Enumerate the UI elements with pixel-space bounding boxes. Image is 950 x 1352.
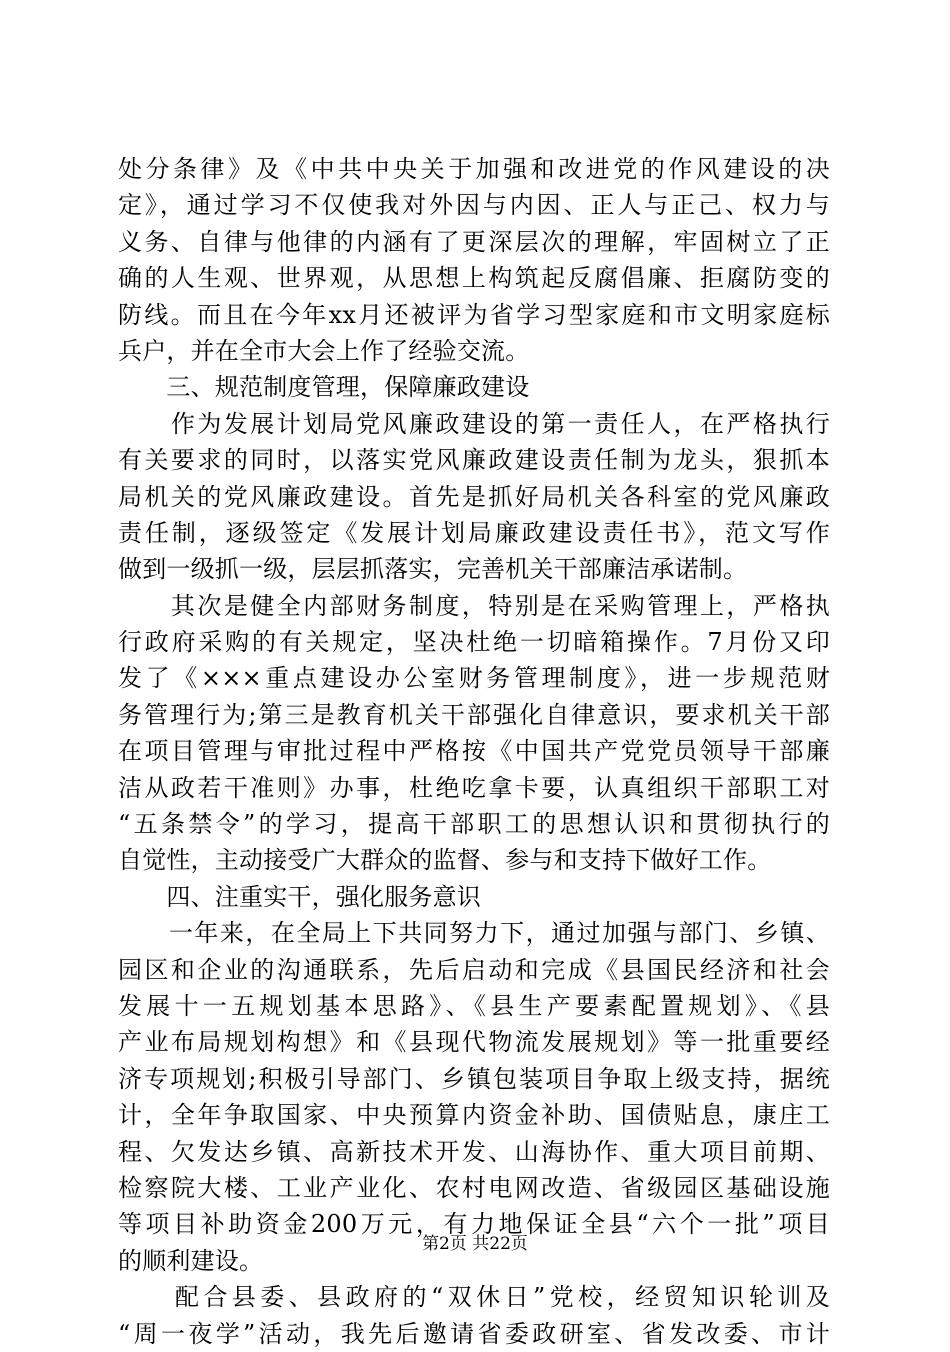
text-line: 发展十一五规划基本思路》、《县生产要素配置规划》、《县 (118, 991, 830, 1020)
text-line: 一年来，在全局上下共同努力下，通过加强与部门、乡镇、 (118, 919, 830, 948)
text-line: 的顺利建设。 (118, 1246, 264, 1275)
text-line: 配合县委、县政府的“双休日”党校，经贸知识轮训及 (118, 1283, 830, 1312)
text-line: “五条禁令”的学习，提高干部职工的思想认识和贯彻执行的 (118, 810, 830, 839)
text-line: 洁从政若干准则》办事，杜绝吃拿卡要，认真组织干部职工对 (118, 773, 830, 802)
text-line: 自觉性，主动接受广大群众的监督、参与和支持下做好工作。 (118, 846, 772, 875)
text-line: 有关要求的同时，以落实党风廉政建设责任制为龙头，狠抓本 (118, 446, 830, 475)
text-line: 三、规范制度管理，保障廉政建设 (118, 373, 530, 402)
text-line: 其次是健全内部财务制度，特别是在采购管理上，严格执 (118, 591, 830, 620)
text-line: 等项目补助资金200万元，有力地保证全县“六个一批”项目 (118, 1210, 830, 1239)
text-line: 做到一级抓一级，层层抓落实，完善机关干部廉洁承诺制。 (118, 555, 748, 584)
text-line: 务管理行为;第三是教育机关干部强化自律意识，要求机关干部 (118, 700, 830, 729)
text-line: 防线。而且在今年xx月还被评为省学习型家庭和市文明家庭标 (118, 300, 830, 329)
text-line: 确的人生观、世界观，从思想上构筑起反腐倡廉、拒腐防变的 (118, 264, 830, 293)
text-line: 在项目管理与审批过程中严格按《中国共产党党员领导干部廉 (118, 737, 830, 766)
text-line: 园区和企业的沟通联系，先后启动和完成《县国民经济和社会 (118, 955, 830, 984)
text-line: 产业布局规划构想》和《县现代物流发展规划》等一批重要经 (118, 1028, 830, 1057)
text-line: 检察院大楼、工业产业化、农村电网改造、省级园区基础设施 (118, 1173, 830, 1202)
text-line: 行政府采购的有关规定，坚决杜绝一切暗箱操作。7月份又印 (118, 628, 830, 657)
text-line: 定》，通过学习不仅使我对外因与内因、正人与正己、权力与 (118, 191, 830, 220)
text-line: 处分条律》及《中共中央关于加强和改进党的作风建设的决 (118, 155, 830, 183)
text-line: 发了《×××重点建设办公室财务管理制度》，进一步规范财 (118, 664, 830, 693)
text-line: 局机关的党风廉政建设。首先是抓好局机关各科室的党风廉政 (118, 482, 830, 511)
text-line: “周一夜学”活动，我先后邀请省委政研室、省发改委、市计 (118, 1319, 830, 1348)
text-line: 义务、自律与他律的内涵有了更深层次的理解，牢固树立了正 (118, 227, 830, 256)
document-body (118, 151, 830, 1352)
text-line: 四、注重实干，强化服务意识 (118, 882, 481, 911)
page-number-footer: 第2页 共22页 (422, 1234, 528, 1254)
text-line: 责任制，逐级签定《发展计划局廉政建设责任书》，范文写作 (118, 518, 830, 547)
text-line: 程、欠发达乡镇、高新技术开发、山海协作、重大项目前期、 (118, 1137, 830, 1166)
text-line: 计，全年争取国家、中央预算内资金补助、国债贴息，康庄工 (118, 1101, 830, 1130)
text-line: 济专项规划;积极引导部门、乡镇包装项目争取上级支持，据统 (118, 1064, 830, 1093)
text-line: 作为发展计划局党风廉政建设的第一责任人，在严格执行 (118, 409, 830, 438)
text-line: 兵户，并在全市大会上作了经验交流。 (118, 336, 530, 365)
